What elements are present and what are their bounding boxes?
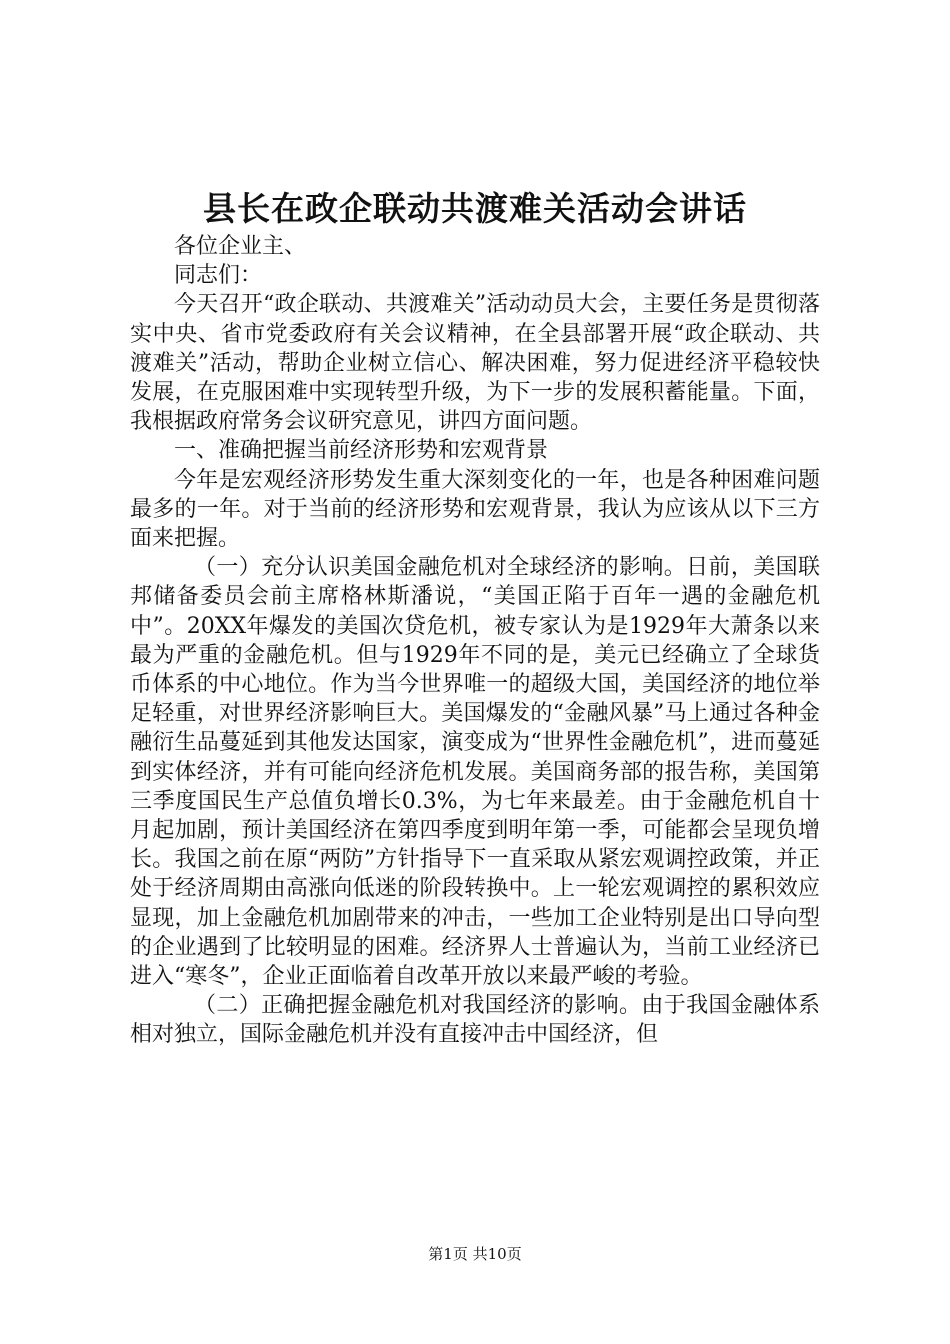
body-paragraph: 今年是宏观经济形势发生重大深刻变化的一年，也是各种困难问题最多的一年。对于当前的经济形势和宏观背景，我认为应该从以下三方面来把握。 [130, 467, 820, 552]
section-heading: 一、准确把握当前经济形势和宏观背景 [174, 438, 549, 464]
page-footer: 第1页 共10页 [428, 1245, 522, 1263]
document-body [130, 232, 820, 1050]
document-title: 县长在政企联动共渡难关活动会讲话 [203, 189, 747, 228]
subsection-paragraph: （二）正确把握金融危机对我国经济的影响。由于我国金融体系相对独立，国际金融危机并没有直接冲击中国经济，但 [130, 993, 820, 1048]
subsection-paragraph: （一）充分认识美国金融危机对全球经济的影响。日前，美国联邦储备委员会前主席格林斯潘说，“美国正陷于百年一遇的金融危机中”。20XX年爆发的美国次贷危机，被专家认为是1929年大萧条以来最为严重的金融危机。但与1929年不同的是，美元已经确立了全球货币体系的中心地位。作为当今世界唯一的超级大国，美国经济的地位举足轻重，对世界经济影响巨大。美国爆发的“金融风暴”马上通过各种金融衍生品蔓延到其他发达国家，演变成为“世界性金融危机”，进而蔓延到实体经济，并有可能向经济危机发展。美国商务部的报告称，美国第三季度国民生产总值负增长0.3%，为七年来最差。由于金融危机自十月起加剧，预计美国经济在第四季度到明年第一季，可能都会呈现负增长。我国之前在原“两防”方针指导下一直采取从紧宏观调控政策，并正处于经济周期由高涨向低迷的阶段转换中。上一轮宏观调控的累积效应显现，加上金融危机加剧带来的冲击，一些加工企业特别是出口导向型的企业遇到了比较明显的困难。经济界人士普遍认为，当前工业经济已进入“寒冬”，企业正面临着自改革开放以来最严峻的考验。 [130, 555, 820, 990]
salutation-line: 各位企业主、 [174, 234, 307, 259]
body-paragraph: 今天召开“政企联动、共渡难关”活动动员大会，主要任务是贯彻落实中央、省市党委政府有关会议精神，在全县部署开展“政企联动、共渡难关”活动，帮助企业树立信心、解决困难，努力促进经济平稳较快发展，在克服困难中实现转型升级，为下一步的发展积蓄能量。下面，我根据政府常务会议研究意见，讲四方面问题。 [130, 292, 820, 435]
salutation-line: 同志们： [174, 263, 263, 289]
